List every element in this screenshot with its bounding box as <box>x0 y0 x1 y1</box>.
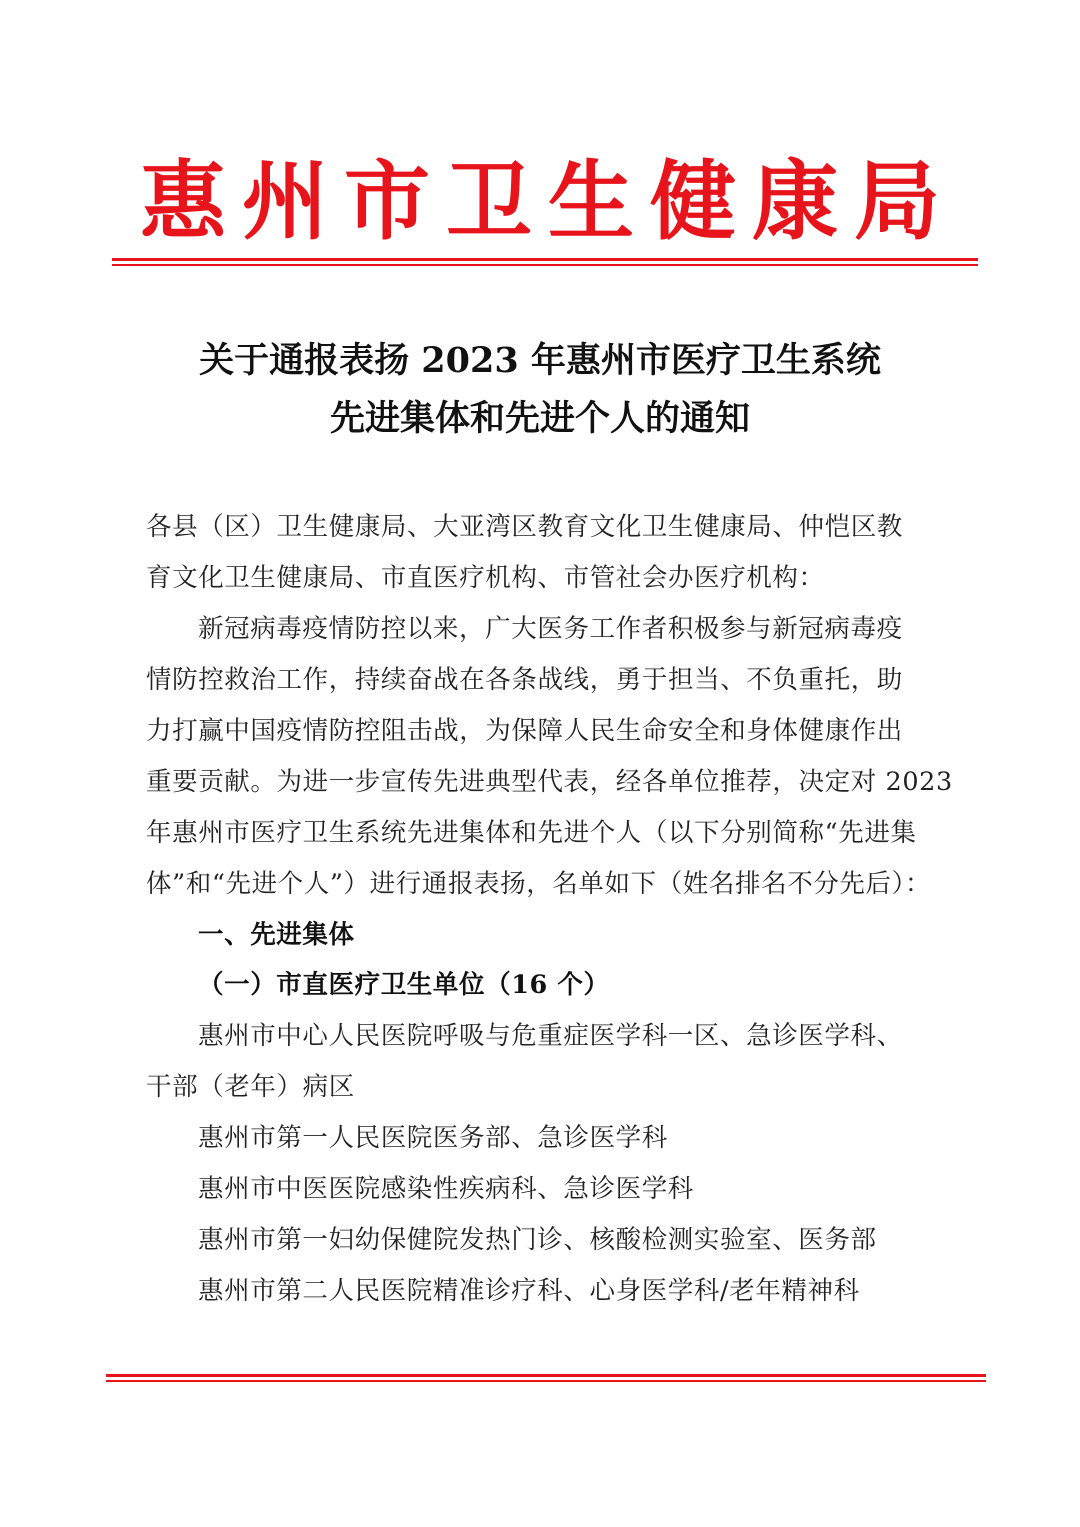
letterhead-char: 州 <box>242 152 328 252</box>
paragraph-line: 新冠病毒疫情防控以来，广大医务工作者积极参与新冠病毒疫 <box>198 614 903 644</box>
letterhead-char: 康 <box>752 152 838 252</box>
paragraph-line: 年惠州市医疗卫生系统先进集体和先进个人（以下分别简称“先进集 <box>146 818 917 848</box>
list-item: 惠州市中心人民医院呼吸与危重症医学科一区、急诊医学科、 <box>198 1021 903 1051</box>
document-title-line-1: 关于通报表扬 2023 年惠州市医疗卫生系统 <box>199 340 881 381</box>
list-item: 惠州市第一妇幼保健院发热门诊、核酸检测实验室、医务部 <box>198 1225 877 1255</box>
letterhead-char: 健 <box>650 152 736 252</box>
letterhead-title <box>140 152 940 252</box>
paragraph-line: 体”和“先进个人”）进行通报表扬，名单如下（姓名排名不分先后）： <box>146 869 932 899</box>
list-item: 惠州市第二人民医院精准诊疗科、心身医学科/老年精神科 <box>198 1276 860 1306</box>
addressee-line-2: 育文化卫生健康局、市直医疗机构、市管社会办医疗机构： <box>146 563 825 593</box>
list-item-continuation: 干部（老年）病区 <box>146 1072 355 1102</box>
paragraph-line: 力打赢中国疫情防控阻击战，为保障人民生命安全和身体健康作出 <box>146 716 903 746</box>
section-heading: 一、先进集体 <box>198 920 355 950</box>
list-item: 惠州市第一人民医院医务部、急诊医学科 <box>198 1123 668 1153</box>
paragraph-line: 重要贡献。为进一步宣传先进典型代表，经各单位推荐，决定对 2023 <box>146 767 953 797</box>
letterhead-char: 生 <box>548 152 634 252</box>
letterhead-char: 惠 <box>140 152 226 252</box>
letterhead-char: 卫 <box>446 152 532 252</box>
addressee-line-1: 各县（区）卫生健康局、大亚湾区教育文化卫生健康局、仲恺区教 <box>146 512 903 542</box>
subsection-heading: （一）市直医疗卫生单位（16 个） <box>198 970 610 1000</box>
letterhead-char: 局 <box>854 152 940 252</box>
paragraph-line: 情防控救治工作，持续奋战在各条战线，勇于担当、不负重托，助 <box>146 665 903 695</box>
document-title-line-2: 先进集体和先进个人的通知 <box>329 398 750 439</box>
letterhead-char: 市 <box>344 152 430 252</box>
list-item: 惠州市中医医院感染性疾病科、急诊医学科 <box>198 1174 694 1204</box>
footer-divider <box>106 1374 986 1382</box>
letterhead-divider <box>112 258 978 266</box>
